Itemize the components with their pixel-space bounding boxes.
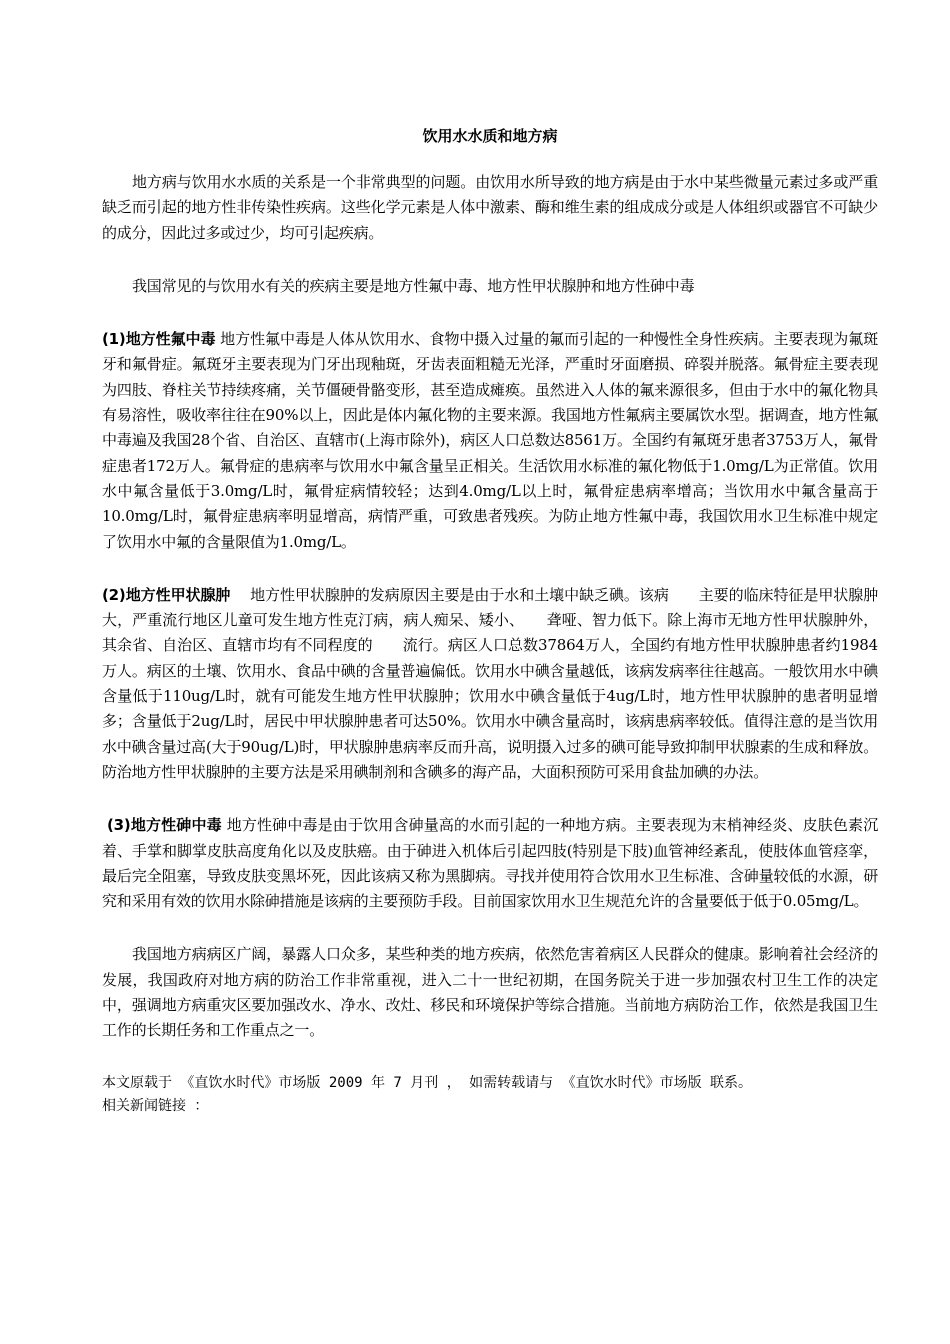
section-body-fluorosis: 地方性氟中毒是人体从饮用水、食物中摄入过量的氟而引起的一种慢性全身性疾病。主要表现为氟斑牙和氟骨症。氟斑牙主要表现为门牙出现釉斑，牙齿表面粗糙无光泽，严重时牙面磨损、碎裂并脱落。氟骨症主要表现为四肢、脊柱关节持续疼痛，关节僵硬骨骼变形，甚至造成瘫痪。虽然进入人体的氟来源很多，但由于水中的氟化物具有易溶性，吸收率往往在90%以上，因此是体内氟化物的主要来源。我国地方性氟病主要属饮水型。据调查，地方性氟中毒遍及我国28个省、自治区、直辖市(上海市除外)，病区人口总数达8561万。全国约有氟斑牙患者3753万人，氟骨症患者172万人。氟骨症的患病率与饮用水中氟含量呈正相关。生活饮用水标准的氟化物低于1.0mg/L为正常值。饮用水中氟含量低于3.0mg/L时，氟骨症病情较轻；达到4.0mg/L以上时，氟骨症患病率增高；当饮用水中氟含量高于10.0mg/L时，氟骨症患病率明显增高，病情严重，可致患者残疾。为防止地方性氟中毒，我国饮用水卫生标准中规定了饮用水中氟的含量限值为1.0mg/L。 (102, 330, 878, 551)
section-goiter (102, 583, 878, 785)
section-fluorosis (102, 327, 878, 555)
section-body-arsenism: 地方性砷中毒是由于饮用含砷量高的水而引起的一种地方病。主要表现为末梢神经炎、皮肤色素沉着、手掌和脚掌皮肤高度角化以及皮肤癌。由于砷进入机体后引起四肢(特别是下肢)血管神经紊乱，使肢体血管痉挛，最后完全阻塞，导致皮肤变黑坏死，因此该病又称为黑脚病。寻找并使用符合饮用水卫生标准、含砷量较低的水源，研究和采用有效的饮用水除砷措施是该病的主要预防手段。目前国家饮用水卫生规范允许的含量要低于低于0.05mg/L。 (102, 816, 879, 911)
document-page (102, 120, 878, 1118)
section-heading-fluorosis: (1)地方性氟中毒 (102, 330, 216, 349)
conclusion-paragraph: 我国地方病病区广阔，暴露人口众多，某些种类的地方疾病，依然危害着病区人民群众的健康。影响着社会经济的发展，我国政府对地方病的防治工作非常重视，进入二十一世纪初期，在国务院关于进一步加强农村卫生工作的决定中，强调地方病重灾区要加强改水、净水、改灶、移民和环境保护等综合措施。当前地方病防治工作，依然是我国卫生工作的长期任务和工作重点之一。 (102, 945, 878, 1040)
overview-paragraph: 我国常见的与饮用水有关的疾病主要是地方性氟中毒、地方性甲状腺肿和地方性砷中毒 (132, 276, 695, 295)
source-note: 本文原载于 《直饮水时代》市场版 2009 年 7 月刊 ， 如需转载请与 《直饮水时代》市场版 联系。 (102, 1074, 752, 1091)
section-heading-goiter: (2)地方性甲状腺肿 (102, 585, 231, 604)
section-body-goiter: 地方性甲状腺肿的发病原因主要是由于水和土壤中缺乏碘。该病 主要的临床特征是甲状腺肿大，严重流行地区儿童可发生地方性克汀病，病人痴呆、矮小、 聋哑、智力低下。除上海市无地方性甲状腺肿外，其余省、自治区、直辖市均有不同程度的 流行。病区人口总数37864万人，全国约有地方性甲状腺肿患者约1984万人。病区的土壤、饮用水、食品中碘的含量普遍偏低。饮用水中碘含量越低，该病发病率往往越高。一般饮用水中碘含量低于110ug/L时，就有可能发生地方性甲状腺肿；饮用水中碘含量低于4ug/L时，地方性甲状腺肿的患者明显增多；含量低于2ug/L时，居民中甲状腺肿患者可达50%。饮用水中碘含量高时，该病患病率较低。值得注意的是当饮用水中碘含量过高(大于90ug/L)时，甲状腺肿患病率反而升高，说明摄入过多的碘可能导致抑制甲状腺素的生成和释放。防治地方性甲状腺肿的主要方法是采用碘制剂和含碘多的海产品，大面积预防可采用食盐加碘的办法。 (102, 585, 879, 781)
document-title: 饮用水水质和地方病 (422, 127, 558, 145)
intro-paragraph: 地方病与饮用水水质的关系是一个非常典型的问题。由饮用水所导致的地方病是由于水中某些微量元素过多或严重缺乏而引起的地方性非传染性疾病。这些化学元素是人体中激素、酶和维生素的组成成分或是人体组织或器官不可缺少的成分，因此过多或过少，均可引起疾病。 (102, 173, 878, 242)
section-heading-arsenism: (3)地方性砷中毒 (106, 816, 222, 835)
related-links-label: 相关新闻链接 ： (102, 1097, 209, 1114)
section-arsenism (102, 813, 878, 914)
